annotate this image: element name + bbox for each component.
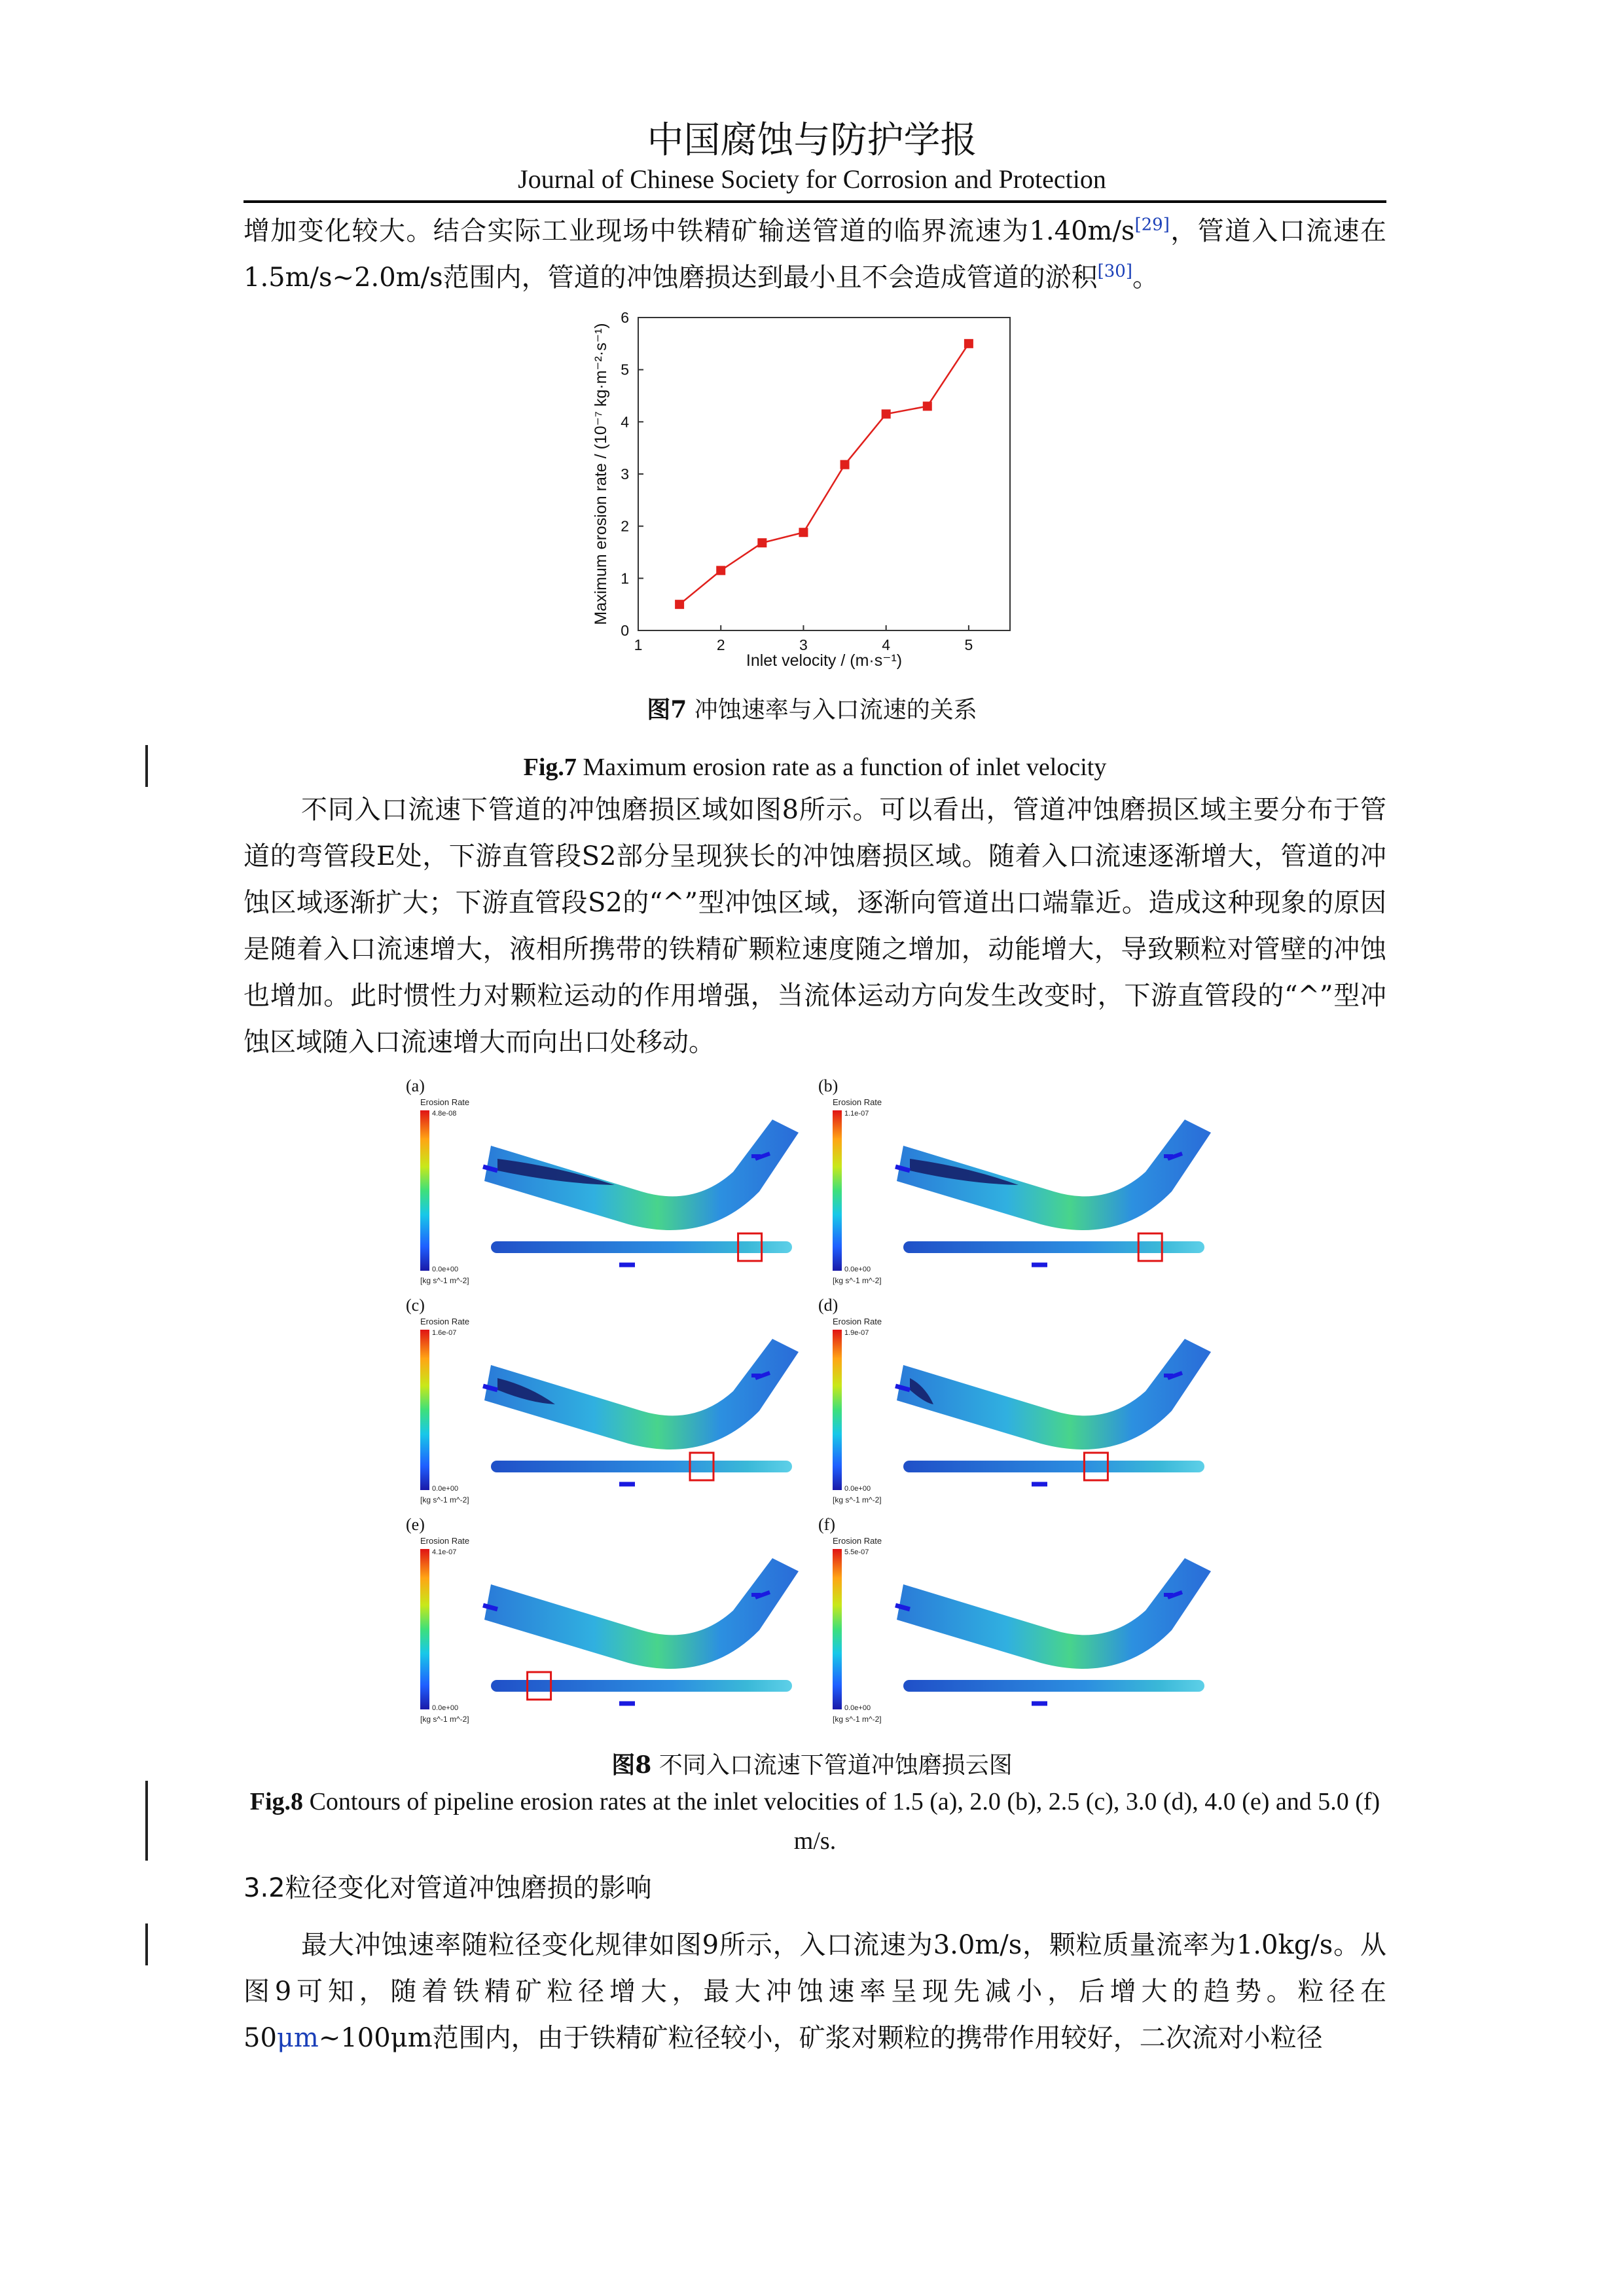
legend-title: Erosion Rate	[833, 1317, 882, 1326]
para3-text-2: ~100μm范围内，由于铁精矿粒径较小，矿浆对颗粒的携带作用较好，二次流对小粒径	[318, 2023, 1323, 2053]
para3-text-1: 最大冲蚀速率随粒径变化规律如图9所示，入口流速为3.0m/s，颗粒质量流率为1.0kg/s。从图9可知，随着铁精矿粒径增大，最大冲蚀速率呈现先减小，后增大的趋势。粒径在50	[244, 1930, 1386, 2053]
series-points	[675, 339, 973, 609]
legend-title: Erosion Rate	[420, 1097, 470, 1107]
legend-colorbar	[420, 1330, 429, 1490]
contour-plot	[818, 1532, 1211, 1736]
change-bar	[145, 745, 148, 787]
legend-max: 1.6e-07	[432, 1329, 457, 1337]
contour-panel	[818, 1076, 1211, 1285]
series-line	[679, 344, 969, 604]
legend-unit: [kg s^-1 m^-2]	[420, 1276, 469, 1285]
contour-panel	[818, 1515, 1211, 1724]
y-tick-label: 2	[621, 517, 629, 535]
legend-min: 0.0e+00	[844, 1266, 871, 1273]
legend-unit: [kg s^-1 m^-2]	[420, 1715, 469, 1724]
fig7-caption-en	[244, 748, 1386, 787]
x-tick-label: 4	[882, 636, 891, 653]
contour-panel	[406, 1296, 799, 1504]
y-axis-label: Maximum erosion rate / (10⁻⁷ kg·m⁻²·s⁻¹)	[592, 323, 610, 625]
legend-min: 0.0e+00	[844, 1485, 871, 1493]
fig8-caption-cn	[0, 1747, 1624, 1780]
fig7-number-cn: 图7	[647, 696, 687, 723]
change-bar	[145, 1781, 148, 1861]
straight-pipe-contour	[491, 1680, 792, 1692]
bent-pipe-contour	[897, 1339, 1211, 1449]
legend-title: Erosion Rate	[833, 1097, 882, 1107]
fig8-caption-cn-text: 不同入口流速下管道冲蚀磨损云图	[651, 1752, 1013, 1779]
journal-title-en: Journal of Chinese Society for Corrosion and Protection	[518, 164, 1106, 194]
fig8-caption-en	[249, 1782, 1381, 1861]
legend-unit: [kg s^-1 m^-2]	[833, 1495, 882, 1504]
fig8-number-cn: 图8	[611, 1751, 652, 1779]
legend-min: 0.0e+00	[432, 1485, 459, 1493]
legend-colorbar	[833, 1110, 842, 1271]
fig7-number-en: Fig.7	[523, 754, 577, 781]
panel-label: (c)	[406, 1296, 425, 1315]
x-tick-label: 2	[716, 636, 725, 653]
straight-pipe-contour	[903, 1241, 1204, 1253]
legend-max: 4.1e-07	[432, 1548, 457, 1556]
fig8-caption-en-text: Contours of pipeline erosion rates at the inlet velocities of 1.5 (a), 2.0 (b), 2.5 (c), 3.0 (d), 4.0 (e) and 5.0 (f) m/s.	[303, 1788, 1380, 1855]
y-tick-label: 5	[621, 361, 629, 378]
legend-unit: [kg s^-1 m^-2]	[833, 1276, 882, 1285]
citation-30[interactable]: [30]	[1097, 261, 1132, 282]
data-point	[923, 401, 932, 410]
data-point	[716, 566, 725, 575]
x-axis-ticks	[634, 625, 973, 653]
data-point	[757, 538, 767, 547]
para1-text-3: 。	[1132, 263, 1159, 293]
para1-text-1: 增加变化较大。结合实际工业现场中铁精矿输送管道的临界流速为1.40m/s	[244, 216, 1135, 246]
bent-pipe-contour	[897, 1558, 1211, 1669]
panel-label: (b)	[818, 1076, 839, 1095]
straight-pipe-contour	[491, 1241, 792, 1253]
paragraph-2	[244, 787, 1386, 1066]
legend-unit: [kg s^-1 m^-2]	[420, 1495, 469, 1504]
bent-pipe-contour	[484, 1558, 799, 1669]
para2-text: 不同入口流速下管道的冲蚀磨损区域如图8所示。可以看出，管道冲蚀磨损区域主要分布于管道的弯管段E处，下游直管段S2部分呈现狭长的冲蚀磨损区域。随着入口流速逐渐增大，管道的冲蚀区域逐渐扩大；下游直管段S2的“^”型冲蚀区域，逐渐向管道出口端靠近。造成这种现象的原因是随着入口流速增大，液相所携带的铁精矿颗粒速度随之增加，动能增大，导致颗粒对管壁的冲蚀也增加。此时惯性力对颗粒运动的作用增强，当流体运动方向发生改变时，下游直管段的“^”型冲蚀区域随入口流速增大而向出口处移动。	[244, 795, 1386, 1057]
legend-colorbar	[833, 1549, 842, 1709]
panel-label: (d)	[818, 1296, 839, 1315]
legend-min: 0.0e+00	[844, 1704, 871, 1712]
legend-colorbar	[420, 1110, 429, 1271]
legend-title: Erosion Rate	[420, 1536, 470, 1546]
panel-label: (a)	[406, 1076, 425, 1095]
legend-max: 1.1e-07	[844, 1110, 869, 1118]
contour-plot	[406, 1313, 799, 1517]
header-rule	[244, 200, 1386, 203]
fig7-caption-cn-text: 冲蚀速率与入口流速的关系	[687, 697, 977, 723]
contour-panel	[818, 1296, 1211, 1504]
legend-max: 4.8e-08	[432, 1110, 457, 1118]
data-point	[882, 409, 891, 418]
straight-pipe-contour	[903, 1680, 1204, 1692]
contour-plot	[406, 1093, 799, 1298]
legend-max: 5.5e-07	[844, 1548, 869, 1556]
legend-max: 1.9e-07	[844, 1329, 869, 1337]
contour-panel	[406, 1076, 799, 1285]
x-axis-label: Inlet velocity / (m·s⁻¹)	[746, 651, 903, 670]
y-tick-label: 4	[621, 413, 629, 431]
contour-plot	[818, 1093, 1211, 1298]
citation-29[interactable]: [29]	[1134, 215, 1170, 235]
contour-panel	[406, 1515, 799, 1724]
change-bar	[145, 1923, 148, 1965]
contour-plot	[818, 1313, 1211, 1517]
fig8-number-en: Fig.8	[249, 1788, 304, 1815]
fig7-chart	[589, 298, 1034, 691]
fig7-caption-cn	[0, 691, 1624, 725]
y-axis-ticks	[621, 309, 643, 639]
legend-min: 0.0e+00	[432, 1266, 459, 1273]
x-tick-label: 1	[634, 636, 643, 653]
y-tick-label: 6	[621, 309, 629, 326]
para3-micron: μm	[276, 2023, 319, 2053]
legend-unit: [kg s^-1 m^-2]	[833, 1715, 882, 1724]
x-tick-label: 5	[964, 636, 973, 653]
paragraph-1	[244, 208, 1386, 301]
fig8-contour-grid	[406, 1076, 1224, 1735]
para1-text-2: ，管道入口流速在1.5m/s~2.0m/s范围内，管道的冲蚀磨损达到最小且不会造成管道的淤积	[244, 216, 1387, 293]
legend-colorbar	[420, 1549, 429, 1709]
y-tick-label: 3	[621, 465, 629, 483]
data-point	[799, 528, 808, 537]
legend-colorbar	[833, 1330, 842, 1490]
paragraph-3	[244, 1922, 1386, 2062]
section-heading-3-2: 3.2粒径变化对管道冲蚀磨损的影响	[244, 1873, 652, 1903]
data-point	[840, 460, 850, 469]
y-tick-label: 0	[621, 622, 629, 639]
legend-title: Erosion Rate	[420, 1317, 470, 1326]
panel-label: (e)	[406, 1515, 425, 1534]
fig7-caption-en-text: Maximum erosion rate as a function of inlet velocity	[576, 754, 1107, 781]
legend-title: Erosion Rate	[833, 1536, 882, 1546]
data-point	[675, 600, 684, 609]
x-tick-label: 3	[799, 636, 808, 653]
journal-title-cn: 中国腐蚀与防护学报	[647, 119, 977, 162]
contour-plot	[406, 1532, 799, 1736]
legend-min: 0.0e+00	[432, 1704, 459, 1712]
panel-label: (f)	[818, 1515, 835, 1534]
straight-pipe-contour	[903, 1461, 1204, 1472]
y-tick-label: 1	[621, 570, 629, 587]
data-point	[964, 339, 973, 348]
straight-pipe-contour	[491, 1461, 792, 1472]
